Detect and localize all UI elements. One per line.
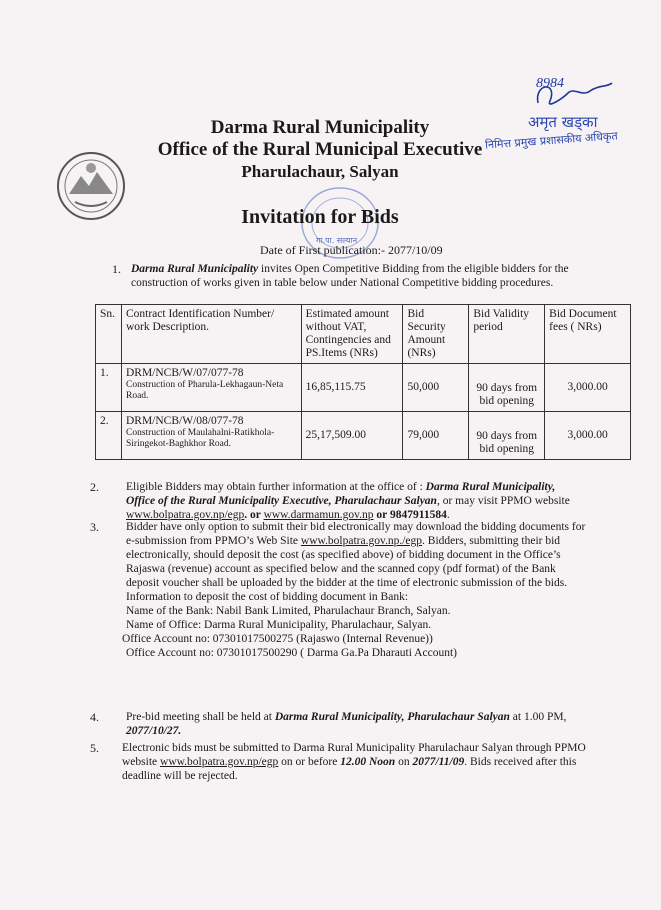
para-3-number: 3. xyxy=(90,520,99,534)
para-4-text: Pre-bid meeting shall be held at xyxy=(126,711,275,723)
or-text: or xyxy=(373,509,390,521)
para-2-office-cont: Office of the Rural Municipality Executive, Pharulachaur Salyan xyxy=(126,495,437,507)
bank-name: Name of the Bank: Nabil Bank Limited, Pharulachaur Branch, Salyan. xyxy=(126,605,451,617)
header-contract: Contract Identification Number/ work Description. xyxy=(121,305,301,364)
para-1-number: 1. xyxy=(112,262,121,276)
para-2-number: 2. xyxy=(90,480,99,494)
header-validity: Bid Validity period xyxy=(469,305,545,364)
header-security: Bid Security Amount (NRs) xyxy=(403,305,469,364)
ppmo-link[interactable]: www.bolpatra.gov.np/egp xyxy=(126,509,245,521)
para-2 xyxy=(126,480,606,522)
submission-link[interactable]: www.bolpatra.gov.np/egp xyxy=(160,756,279,768)
row-contract xyxy=(121,412,301,460)
table-row xyxy=(96,412,631,460)
signatory-name: अमृत खड्का xyxy=(528,113,598,131)
para-5-text: on or before xyxy=(278,756,341,768)
row-fee: 3,000.00 xyxy=(545,364,631,412)
para-5-number: 5. xyxy=(90,741,99,755)
row-validity: 90 days from bid opening xyxy=(469,364,545,412)
para-1-bold: Darma Rural Municipality xyxy=(131,263,259,275)
para-3-line: Rajaswa (revenue) account as specified below and the scanned copy (pdf format) of the Bank xyxy=(126,563,556,575)
publication-date: Date of First publication:- 2077/10/09 xyxy=(260,243,443,257)
para-3 xyxy=(122,520,606,660)
para-3-line: Bidder have only option to submit their bid electronically may download the bidding documents for xyxy=(126,521,586,533)
para-5-text: website xyxy=(122,756,161,768)
bids-table xyxy=(95,304,631,460)
row-sn: 1. xyxy=(96,364,122,412)
para-2-text-cont: , or may visit PPMO website xyxy=(436,495,570,507)
row-contract xyxy=(121,364,301,412)
contract-id: DRM/NCB/W/08/077-78 xyxy=(125,415,244,427)
table-row xyxy=(96,364,631,412)
office-name: Office of the Rural Municipal Executive xyxy=(157,139,483,160)
meeting-date: 2077/10/27. xyxy=(126,725,182,737)
para-3-line: Information to deposit the cost of bidding document in Bank: xyxy=(126,591,409,603)
row-validity: 90 days from bid opening xyxy=(469,412,545,460)
header-sn: Sn. xyxy=(96,305,122,364)
para-5-text: deadline will be rejected. xyxy=(122,770,238,782)
office-name-line: Name of Office: Darma Rural Municipality, Pharulachaur, Salyan. xyxy=(126,619,432,631)
row-estimate: 25,17,509.00 xyxy=(301,412,403,460)
page-title: Invitation for Bids xyxy=(241,206,399,228)
work-description: Construction of Pharula-Lekhagaun-Neta Road. xyxy=(125,380,284,401)
stamp-text: गा.पा. सल्यान xyxy=(316,236,358,245)
or-text: . or xyxy=(244,509,264,521)
para-4 xyxy=(126,710,606,738)
para-1 xyxy=(131,262,601,290)
phone-number: 9847911584 xyxy=(389,509,447,521)
row-fee: 3,000.00 xyxy=(545,412,631,460)
row-security: 50,000 xyxy=(403,364,469,412)
period: . xyxy=(446,509,450,521)
work-description: Construction of Maulahalni-Ratikhola-Siringekot-Baghkhor Road. xyxy=(125,428,275,449)
para-5-text: on xyxy=(395,756,413,768)
para-1-text: invites Open Competitive Bidding from the eligible bidders for the construction of works given in table below under National Competitive bidding procedures. xyxy=(131,263,569,289)
signatory-designation: निमित्त प्रमुख प्रशासकीय अधिकृत xyxy=(484,129,619,152)
meeting-location: Darma Rural Municipality, Pharulachaur Salyan xyxy=(274,711,510,723)
office-location: Pharulachaur, Salyan xyxy=(241,162,399,181)
contract-id: DRM/NCB/W/07/077-78 xyxy=(125,367,244,379)
para-2-office: Darma Rural Municipality, xyxy=(425,481,556,493)
table-header-row xyxy=(96,305,631,364)
para-3-line: e-submission from PPMO’s Web Site xyxy=(126,535,301,547)
para-3-line: . Bidders, submitting their bid xyxy=(422,535,561,547)
para-3-line: electronically, should deposit the cost (as specified above) of bidding document in the Office’s xyxy=(126,549,561,561)
row-security: 79,000 xyxy=(403,412,469,460)
para-2-text: Eligible Bidders may obtain further information at the office of : xyxy=(126,481,426,493)
deadline-time: 12.00 Noon xyxy=(340,756,396,768)
para-3-line: deposit voucher shall be uploaded by the bidder at the time of electronic submission of the bids. xyxy=(126,577,568,589)
municipality-name: Darma Rural Municipality xyxy=(210,117,430,138)
meeting-time: at 1.00 PM, xyxy=(509,711,567,723)
para-5 xyxy=(122,741,606,783)
header-estimate: Estimated amount without VAT, Contingencies and PS.Items (NRs) xyxy=(301,305,403,364)
para-5-text: . Bids received after this xyxy=(464,756,577,768)
header-fee: Bid Document fees ( NRs) xyxy=(545,305,631,364)
para-4-number: 4. xyxy=(90,710,99,724)
ppmo-egp-link[interactable]: www.bolpatra.gov.np./egp xyxy=(300,535,423,547)
account-revenue: Office Account no: 07301017500275 (Rajaswo (Internal Revenue)) xyxy=(122,633,433,645)
signature-number: 8984 xyxy=(536,76,564,91)
account-dharauti: Office Account no: 07301017500290 ( Darma Ga.Pa Dharauti Account) xyxy=(126,647,457,659)
para-5-text: Electronic bids must be submitted to Darma Rural Municipality Pharulachaur Salyan through PPMO xyxy=(122,742,586,754)
row-sn: 2. xyxy=(96,412,122,460)
row-estimate: 16,85,115.75 xyxy=(301,364,403,412)
municipality-website-link[interactable]: www.darmamun.gov.np xyxy=(263,509,374,521)
deadline-date: 2077/11/09 xyxy=(412,756,465,768)
